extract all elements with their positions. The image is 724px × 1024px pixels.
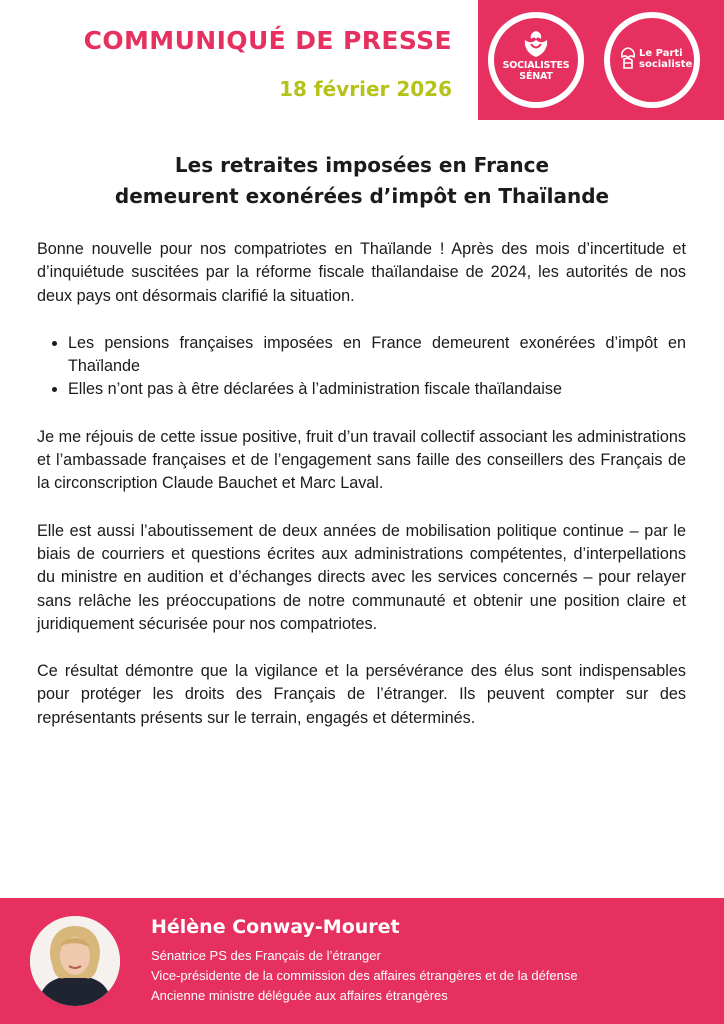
release-date: 18 février 2026 xyxy=(279,77,452,101)
rose-fist-icon xyxy=(618,46,638,72)
avatar xyxy=(30,916,120,1006)
parti-socialiste-logo xyxy=(604,12,700,108)
signatory-role: Sénatrice PS des Français de l’étranger xyxy=(151,948,381,963)
signatory-name: Hélène Conway-Mouret xyxy=(151,916,400,938)
rose-icon xyxy=(520,27,552,59)
press-release-body xyxy=(37,238,686,754)
body-paragraph: Je me réjouis de cette issue positive, fruit d’un travail collectif associant les administrations et l’ambassade françaises et de l’engagement sans faille des conseillers des Français de la circonscription Claude Bauchet et Marc Laval. xyxy=(37,427,686,493)
signatory-role: Vice-présidente de la commission des affaires étrangères et de la défense xyxy=(151,968,578,983)
ps-logo-line-1: Le Parti xyxy=(639,48,683,59)
senat-logo-line-2: SÉNAT xyxy=(519,70,553,82)
press-release-title: COMMUNIQUÉ DE PRESSE xyxy=(83,26,452,55)
senat-logo-line-1: SOCIALISTES xyxy=(502,60,570,71)
ps-logo-line-2: socialiste xyxy=(639,59,693,70)
socialistes-senat-logo xyxy=(488,12,584,108)
logo-panel xyxy=(478,0,724,120)
body-paragraph: Ce résultat démontre que la vigilance et la persévérance des élus sont indispensables pour protéger les droits des Français de l’étranger. Ils peuvent compter sur des représentants présents sur le terrain, engagés et déterminés. xyxy=(37,662,686,727)
key-points-list xyxy=(37,332,686,402)
headline-line-2: demeurent exonérées d’impôt en Thaïlande xyxy=(114,184,610,208)
intro-paragraph: Bonne nouvelle pour nos compatriotes en Thaïlande ! Après des mois d’incertitude et d’inquiétude suscitées par la réforme fiscale thaïlandaise de 2024, les autorités de nos deux pays ont désormais clarifié la situation. xyxy=(37,240,686,305)
signature-footer xyxy=(0,898,724,1024)
portrait-image xyxy=(30,916,120,1006)
headline xyxy=(0,150,724,212)
headline-line-1: Les retraites imposées en France xyxy=(174,153,550,177)
list-item: • Les pensions françaises imposées en France demeurent exonérées d’impôt en Thaïlande xyxy=(68,332,686,379)
list-item: • Elles n’ont pas à être déclarées à l’administration fiscale thaïlandaise xyxy=(68,378,686,401)
signatory-role: Ancienne ministre déléguée aux affaires étrangères xyxy=(151,988,448,1003)
body-paragraph: Elle est aussi l’aboutissement de deux années de mobilisation politique continue – par le biais de courriers et questions écrites aux administrations compétentes, d’interpellations du ministre en audition et d’échanges directs avec les services concernés – pour relayer sans relâche les préoccupations de notre communauté et obtenir une position claire et juridiquement sécurisée pour nos compatriotes. xyxy=(37,521,686,633)
